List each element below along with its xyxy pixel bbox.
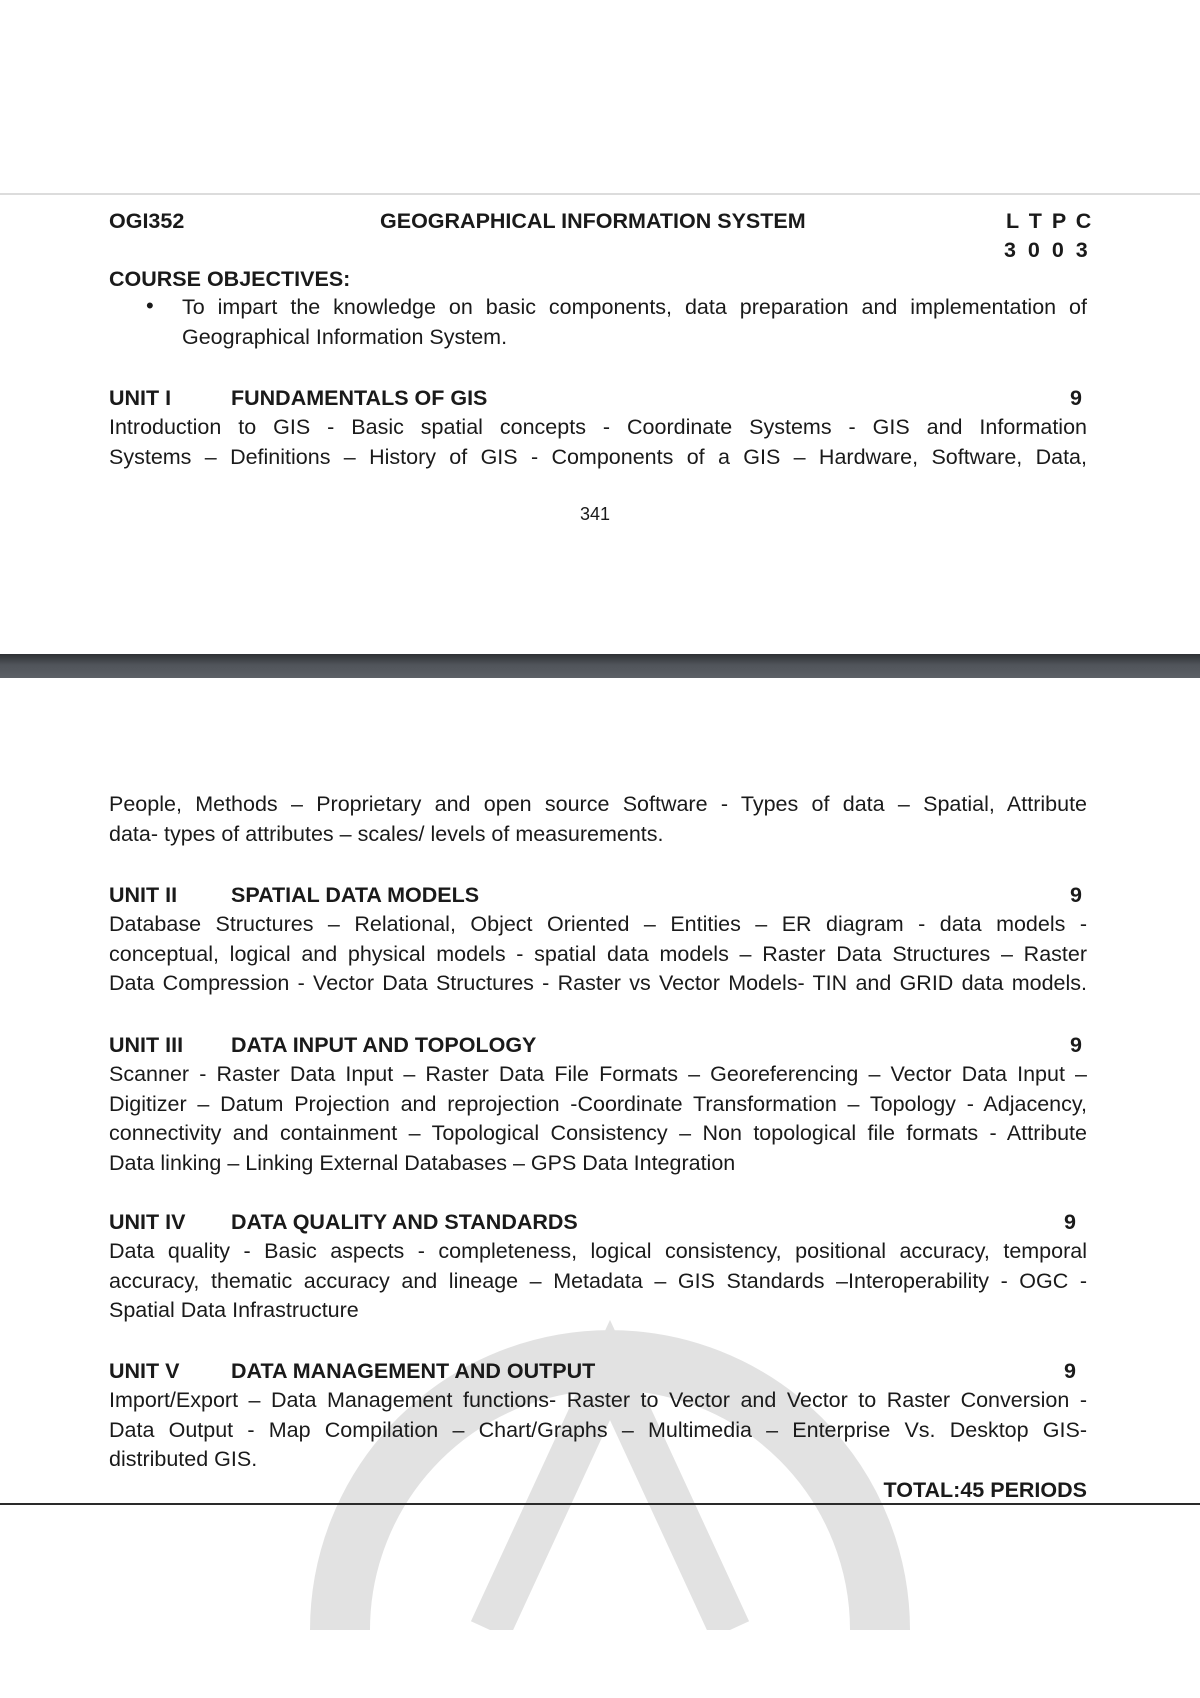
unit-3-content <box>109 1060 1087 1179</box>
objectives-heading: COURSE OBJECTIVES: <box>109 267 351 291</box>
unit-2-number: UNIT II <box>109 883 178 907</box>
unit-1-content <box>109 413 1087 472</box>
unit-4-number: UNIT IV <box>109 1210 186 1234</box>
unit-2-content <box>109 910 1087 999</box>
content-line: Data linking – Linking External Databases – GPS Data Integration <box>109 1151 736 1176</box>
unit-3-title: DATA INPUT AND TOPOLOGY <box>231 1033 537 1057</box>
unit-5-hours: 9 <box>1064 1359 1076 1383</box>
unit-3-number: UNIT III <box>109 1033 184 1057</box>
page-separator <box>0 654 1200 678</box>
page-bottom-edge <box>0 1503 1200 1505</box>
content-line: connectivity and containment – Topological Consistency – Non topological file formats - Attribute <box>109 1121 1087 1146</box>
objective-item <box>182 293 1087 352</box>
content-line: Scanner - Raster Data Input – Raster Data File Formats – Georeferencing – Vector Data Input – <box>109 1062 1087 1086</box>
ltpc-values: 3 0 0 3 <box>1004 238 1091 262</box>
content-line: Data Compression - Vector Data Structures - Raster vs Vector Models- TIN and GRID data models. <box>109 971 1087 996</box>
unit-4-content <box>109 1237 1087 1326</box>
unit-5-number: UNIT V <box>109 1359 180 1383</box>
content-line: People, Methods – Proprietary and open source Software - Types of data – Spatial, Attribute <box>109 792 1087 816</box>
unit-5-content <box>109 1386 1087 1475</box>
content-line: data- types of attributes – scales/ levels of measurements. <box>109 821 664 846</box>
content-line: conceptual, logical and physical models - spatial data models – Raster Data Structures – Raster <box>109 941 1087 966</box>
content-line: Spatial Data Infrastructure <box>109 1298 359 1323</box>
ltpc-labels: L T P C <box>1006 209 1094 233</box>
unit-1-continued <box>109 790 1087 849</box>
content-line: Import/Export – Data Management functions- Raster to Vector and Vector to Raster Conversion - <box>109 1388 1087 1412</box>
course-code: OGI352 <box>109 209 185 233</box>
unit-1-number: UNIT I <box>109 386 172 410</box>
content-line: accuracy, thematic accuracy and lineage – Metadata – GIS Standards –Interoperability - OGC - <box>109 1268 1087 1293</box>
course-title: GEOGRAPHICAL INFORMATION SYSTEM <box>380 209 806 233</box>
unit-2-title: SPATIAL DATA MODELS <box>231 883 480 907</box>
unit-1-title: FUNDAMENTALS OF GIS <box>231 386 488 410</box>
unit-3-hours: 9 <box>1070 1033 1082 1057</box>
objective-line: To impart the knowledge on basic components, data preparation and implementation of <box>182 295 1087 319</box>
page-number: 341 <box>580 504 611 524</box>
content-line: Systems – Definitions – History of GIS - Components of a GIS – Hardware, Software, Data, <box>109 444 1087 469</box>
total-periods: TOTAL:45 PERIODS <box>883 1478 1087 1502</box>
content-line: Data Output - Map Compilation – Chart/Graphs – Multimedia – Enterprise Vs. Desktop GIS- <box>109 1417 1087 1442</box>
objective-line: Geographical Information System. <box>182 324 508 349</box>
content-line: Digitizer – Datum Projection and reprojection -Coordinate Transformation – Topology - Adjacency, <box>109 1091 1087 1116</box>
content-line: distributed GIS. <box>109 1447 258 1472</box>
content-line: Introduction to GIS - Basic spatial concepts - Coordinate Systems - GIS and Information <box>109 415 1087 439</box>
unit-5-title: DATA MANAGEMENT AND OUTPUT <box>231 1359 596 1383</box>
bullet-icon: • <box>146 293 154 318</box>
unit-2-hours: 9 <box>1070 883 1082 907</box>
content-line: Data quality - Basic aspects - completeness, logical consistency, positional accuracy, temporal <box>109 1239 1087 1263</box>
content-line: Database Structures – Relational, Object Oriented – Entities – ER diagram - data models - <box>109 912 1087 936</box>
unit-1-hours: 9 <box>1070 386 1082 410</box>
unit-4-hours: 9 <box>1064 1210 1076 1234</box>
unit-4-title: DATA QUALITY AND STANDARDS <box>231 1210 578 1234</box>
